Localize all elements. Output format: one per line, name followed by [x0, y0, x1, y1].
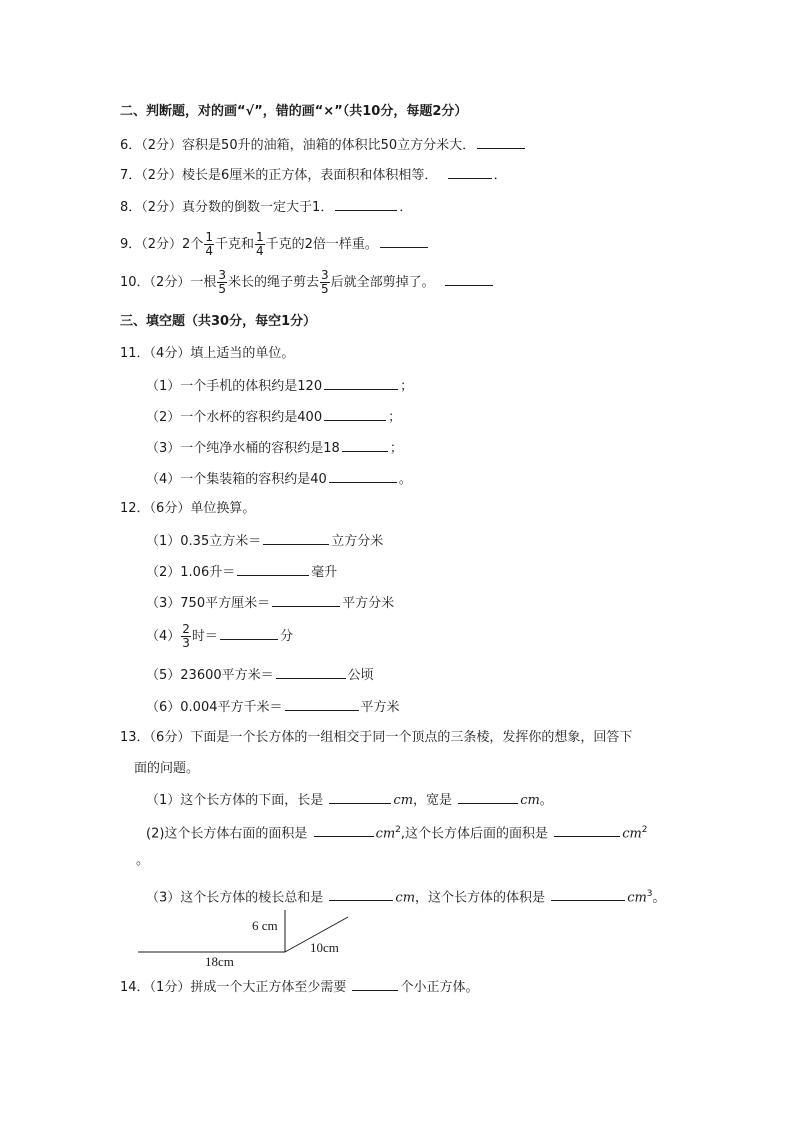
item-text: （3）750平方厘米＝	[146, 596, 271, 611]
question-11-2	[146, 408, 401, 426]
answer-blank-11-2[interactable]	[324, 408, 386, 421]
answer-blank-11-1[interactable]	[324, 377, 398, 390]
punct: ．	[493, 168, 507, 183]
denominator: 4	[255, 244, 264, 258]
unit: cm	[393, 793, 414, 808]
punct: ；	[400, 379, 414, 394]
answer-blank-12-2[interactable]	[237, 563, 309, 576]
item-unit: 平方分米	[342, 596, 395, 611]
numerator: 2	[182, 622, 190, 636]
question-13-line1: 13．（6分）下面是一个长方体的一组相交于同一个顶点的三条棱，发挥你的想象，回答下	[120, 730, 633, 745]
item-text: （2）一个水杯的容积约是400	[146, 410, 323, 425]
question-10-text: 10．（2分）一根	[120, 275, 217, 290]
unit: cm	[627, 890, 647, 906]
punct: 。	[539, 793, 553, 808]
fraction	[255, 231, 265, 258]
question-9-text: 千克和	[214, 237, 254, 252]
question-12-2	[146, 563, 337, 581]
question-14-text: 14．（1分）拼成一个大正方体至少需要	[120, 980, 347, 995]
item-text: （1）这个长方体的下面，长是	[146, 793, 324, 808]
unit: cm	[520, 793, 540, 808]
question-10-text: 米长的绳子剪去	[227, 275, 319, 290]
question-13-3	[146, 886, 666, 906]
item-text: （5）23600平方米＝	[146, 668, 274, 683]
item-unit: 分	[279, 629, 293, 644]
answer-blank-9[interactable]	[380, 235, 428, 248]
answer-blank-11-3[interactable]	[342, 439, 388, 452]
question-13-2	[146, 822, 648, 842]
superscript: 3	[646, 889, 653, 899]
unit: cm	[622, 826, 642, 842]
answer-blank-12-1[interactable]	[263, 532, 329, 545]
question-8-text: 8．（2分）真分数的倒数一定大于1．	[120, 200, 334, 215]
item-text: （1）0.35立方米＝	[146, 534, 262, 549]
cuboid-edges-diagram	[130, 905, 360, 965]
question-11-4	[146, 470, 412, 488]
denominator: 3	[182, 636, 190, 650]
answer-blank-14[interactable]	[352, 978, 398, 991]
answer-blank-6[interactable]	[477, 136, 525, 149]
question-11: 11．（4分）填上适当的单位。	[120, 346, 295, 361]
question-13-2-end: 。	[136, 853, 150, 868]
answer-blank-12-4[interactable]	[220, 627, 278, 640]
answer-blank-8[interactable]	[335, 198, 397, 211]
question-8	[120, 198, 412, 216]
item-text: ,这个长方体后面的面积是	[400, 826, 549, 842]
question-12-4	[146, 622, 293, 652]
answer-blank-12-3[interactable]	[272, 594, 340, 607]
answer-blank-12-6[interactable]	[285, 698, 359, 711]
answer-blank-7[interactable]	[448, 166, 492, 179]
fraction	[181, 623, 191, 650]
numerator: 1	[255, 230, 264, 244]
section-3-title: 三、填空题（共30分，每空1分）	[120, 314, 317, 329]
item-text: ，这个长方体的体积是	[415, 890, 546, 906]
item-unit: 毫升	[311, 565, 338, 580]
numerator: 3	[320, 268, 329, 282]
denominator: 5	[218, 282, 226, 296]
answer-blank-13-3a[interactable]	[329, 888, 393, 901]
question-9-text: 千克的2倍一样重。	[265, 237, 378, 252]
answer-blank-13-3b[interactable]	[551, 888, 625, 901]
item-text: （4）	[146, 629, 181, 644]
numerator: 3	[218, 268, 226, 282]
question-13-line2: 面的问题。	[134, 761, 200, 776]
item-text: （2）1.06升＝	[146, 565, 236, 580]
unit: cm	[375, 826, 396, 842]
question-7-text: 7．（2分）棱长是6厘米的正方体，表面积和体积相等．	[120, 168, 438, 183]
question-12-5	[146, 666, 374, 684]
denominator: 5	[320, 282, 329, 296]
punct: 。	[652, 890, 666, 906]
item-unit: 立方分米	[331, 534, 384, 549]
question-7	[120, 166, 507, 184]
question-6	[120, 136, 527, 154]
answer-blank-10[interactable]	[445, 273, 493, 286]
punct: ；	[388, 410, 402, 425]
punct: ；	[389, 441, 403, 456]
answer-blank-13-2b[interactable]	[554, 824, 620, 837]
question-12-6	[146, 698, 400, 716]
question-14	[120, 978, 478, 996]
punct: 。	[398, 472, 412, 487]
answer-blank-13-1b[interactable]	[458, 791, 518, 804]
question-9-text: 9．（2分）2个	[120, 237, 204, 252]
question-14-text: 个小正方体。	[400, 980, 479, 995]
numerator: 1	[205, 230, 213, 244]
item-text: （1）一个手机的体积约是120	[146, 379, 323, 394]
superscript: 2	[395, 825, 401, 835]
fraction	[204, 231, 214, 258]
item-text: （6）0.004平方千米＝	[146, 700, 283, 715]
question-11-3	[146, 439, 403, 457]
question-12-1	[146, 532, 383, 550]
question-9	[120, 230, 430, 260]
label-height: 6 cm	[252, 918, 278, 933]
answer-blank-13-1a[interactable]	[329, 791, 391, 804]
question-10	[120, 268, 495, 298]
question-10-text: 后就全部剪掉了。	[330, 275, 435, 290]
fraction	[217, 269, 227, 296]
section-2-title: 二、判断题，对的画“√”，错的画“×”（共10分，每题2分）	[120, 104, 468, 119]
superscript: 2	[641, 825, 648, 835]
denominator: 4	[205, 244, 213, 258]
item-unit: 平方米	[360, 700, 400, 715]
question-12: 12．（6分）单位换算。	[120, 501, 256, 516]
question-11-1	[146, 377, 413, 395]
question-12-3	[146, 594, 394, 612]
answer-blank-11-4[interactable]	[329, 470, 397, 483]
question-6-text: 6．（2分）容积是50升的油箱，油箱的体积比50立方分米大．	[120, 138, 476, 153]
answer-blank-13-2a[interactable]	[314, 824, 374, 837]
answer-blank-12-5[interactable]	[276, 666, 346, 679]
item-unit: 公顷	[347, 668, 374, 683]
fraction	[320, 269, 330, 296]
item-text: （3）这个长方体的棱长总和是	[146, 890, 324, 906]
label-width: 10cm	[310, 940, 339, 955]
item-text: (2)这个长方体右面的面积是	[146, 826, 308, 842]
item-text: ，宽是	[413, 793, 453, 808]
punct: ．	[399, 200, 413, 215]
label-length: 18cm	[205, 954, 234, 969]
question-13-1	[146, 791, 553, 809]
item-text: （4）一个集装箱的容积约是40	[146, 472, 327, 487]
item-text: （3）一个纯净水桶的容积约是18	[146, 441, 340, 456]
item-text: 时＝	[191, 629, 218, 644]
unit: cm	[395, 890, 416, 906]
